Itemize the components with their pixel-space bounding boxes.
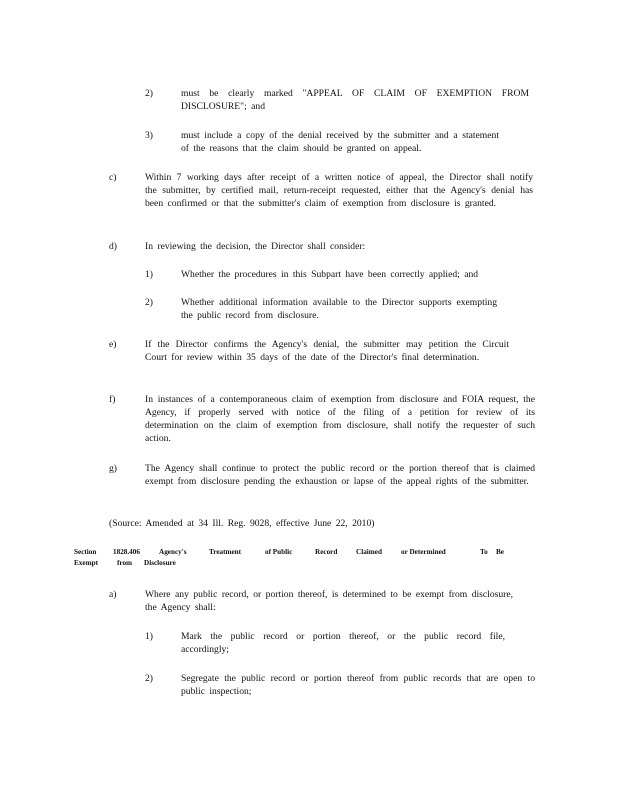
section-word: Treatment — [209, 548, 242, 556]
item-label: 2) — [145, 297, 153, 308]
section-word: Record — [315, 548, 338, 556]
item-text: The Agency shall continue to protect the public record or the portion thereof that is claimed exempt from disclosure pending the exhaustion or lapse of the appeal rights of the submitter. — [145, 463, 535, 487]
item-label: 2) — [145, 673, 153, 684]
item-label: c) — [109, 172, 117, 183]
item-text: Where any public record, or portion thereof, is determined to be exempt from disclosure, the Agency shall: — [145, 589, 513, 613]
section-word: Be — [496, 548, 504, 556]
item-text: Whether the procedures in this Subpart have been correctly applied; and — [181, 269, 479, 280]
section-word: Section — [74, 548, 97, 556]
section-word: Disclosure — [144, 559, 176, 567]
section-number: 1828.406 — [113, 548, 140, 556]
item-label: g) — [109, 463, 117, 474]
item-text: If the Director confirms the Agency's denial, the submitter may petition the Circuit Court for review within 35 days of the date of the Director's final determination. — [145, 339, 509, 363]
item-label: 1) — [145, 269, 153, 280]
item-label: 2) — [145, 88, 153, 99]
section-word: Claimed — [356, 548, 382, 556]
item-text: In instances of a contemporaneous claim of exemption from disclosure and FOIA request, the Agency, if properly served with notice of the filing of a petition for review of its determination on the claim of exemption from disclosure, shall notify the requester of such action. — [145, 394, 535, 444]
item-text: Mark the public record or portion thereof, or the public record file, accordingly; — [181, 631, 505, 655]
section-word: from — [117, 559, 133, 567]
item-text: must include a copy of the denial received by the submitter and a statement of the reasons that the claim should be granted on appeal. — [181, 130, 499, 154]
section-heading — [0, 547, 618, 571]
item-label: 1) — [145, 631, 153, 642]
item-text: must be clearly marked "APPEAL OF CLAIM OF EXEMPTION FROM DISCLOSURE"; and — [181, 88, 529, 112]
item-text: Within 7 working days after receipt of a written notice of appeal, the Director shall notify the submitter, by certified mail, return-receipt requested, either that the Agency's denial has been confirmed or that the submitter's claim of exemption from disclosure is granted. — [145, 172, 533, 209]
item-label: a) — [109, 589, 117, 600]
item-text: Segregate the public record or portion thereof from public records that are open to public inspection; — [181, 673, 535, 697]
section-word: Agency's — [159, 548, 187, 556]
section-word: To — [480, 548, 488, 556]
item-text: Whether additional information available to the Director supports exempting the public record from disclosure. — [181, 297, 497, 321]
item-text: In reviewing the decision, the Director shall consider: — [145, 241, 366, 252]
item-label: 3) — [145, 130, 153, 141]
section-word: of Public — [265, 548, 293, 556]
source-note: (Source: Amended at 34 Ill. Reg. 9028, effective June 22, 2010) — [109, 518, 375, 529]
item-label: f) — [109, 394, 116, 405]
section-word: Exempt — [74, 559, 98, 567]
section-word: or Determined — [401, 548, 446, 556]
item-label: e) — [109, 339, 117, 350]
item-label: d) — [109, 241, 117, 252]
